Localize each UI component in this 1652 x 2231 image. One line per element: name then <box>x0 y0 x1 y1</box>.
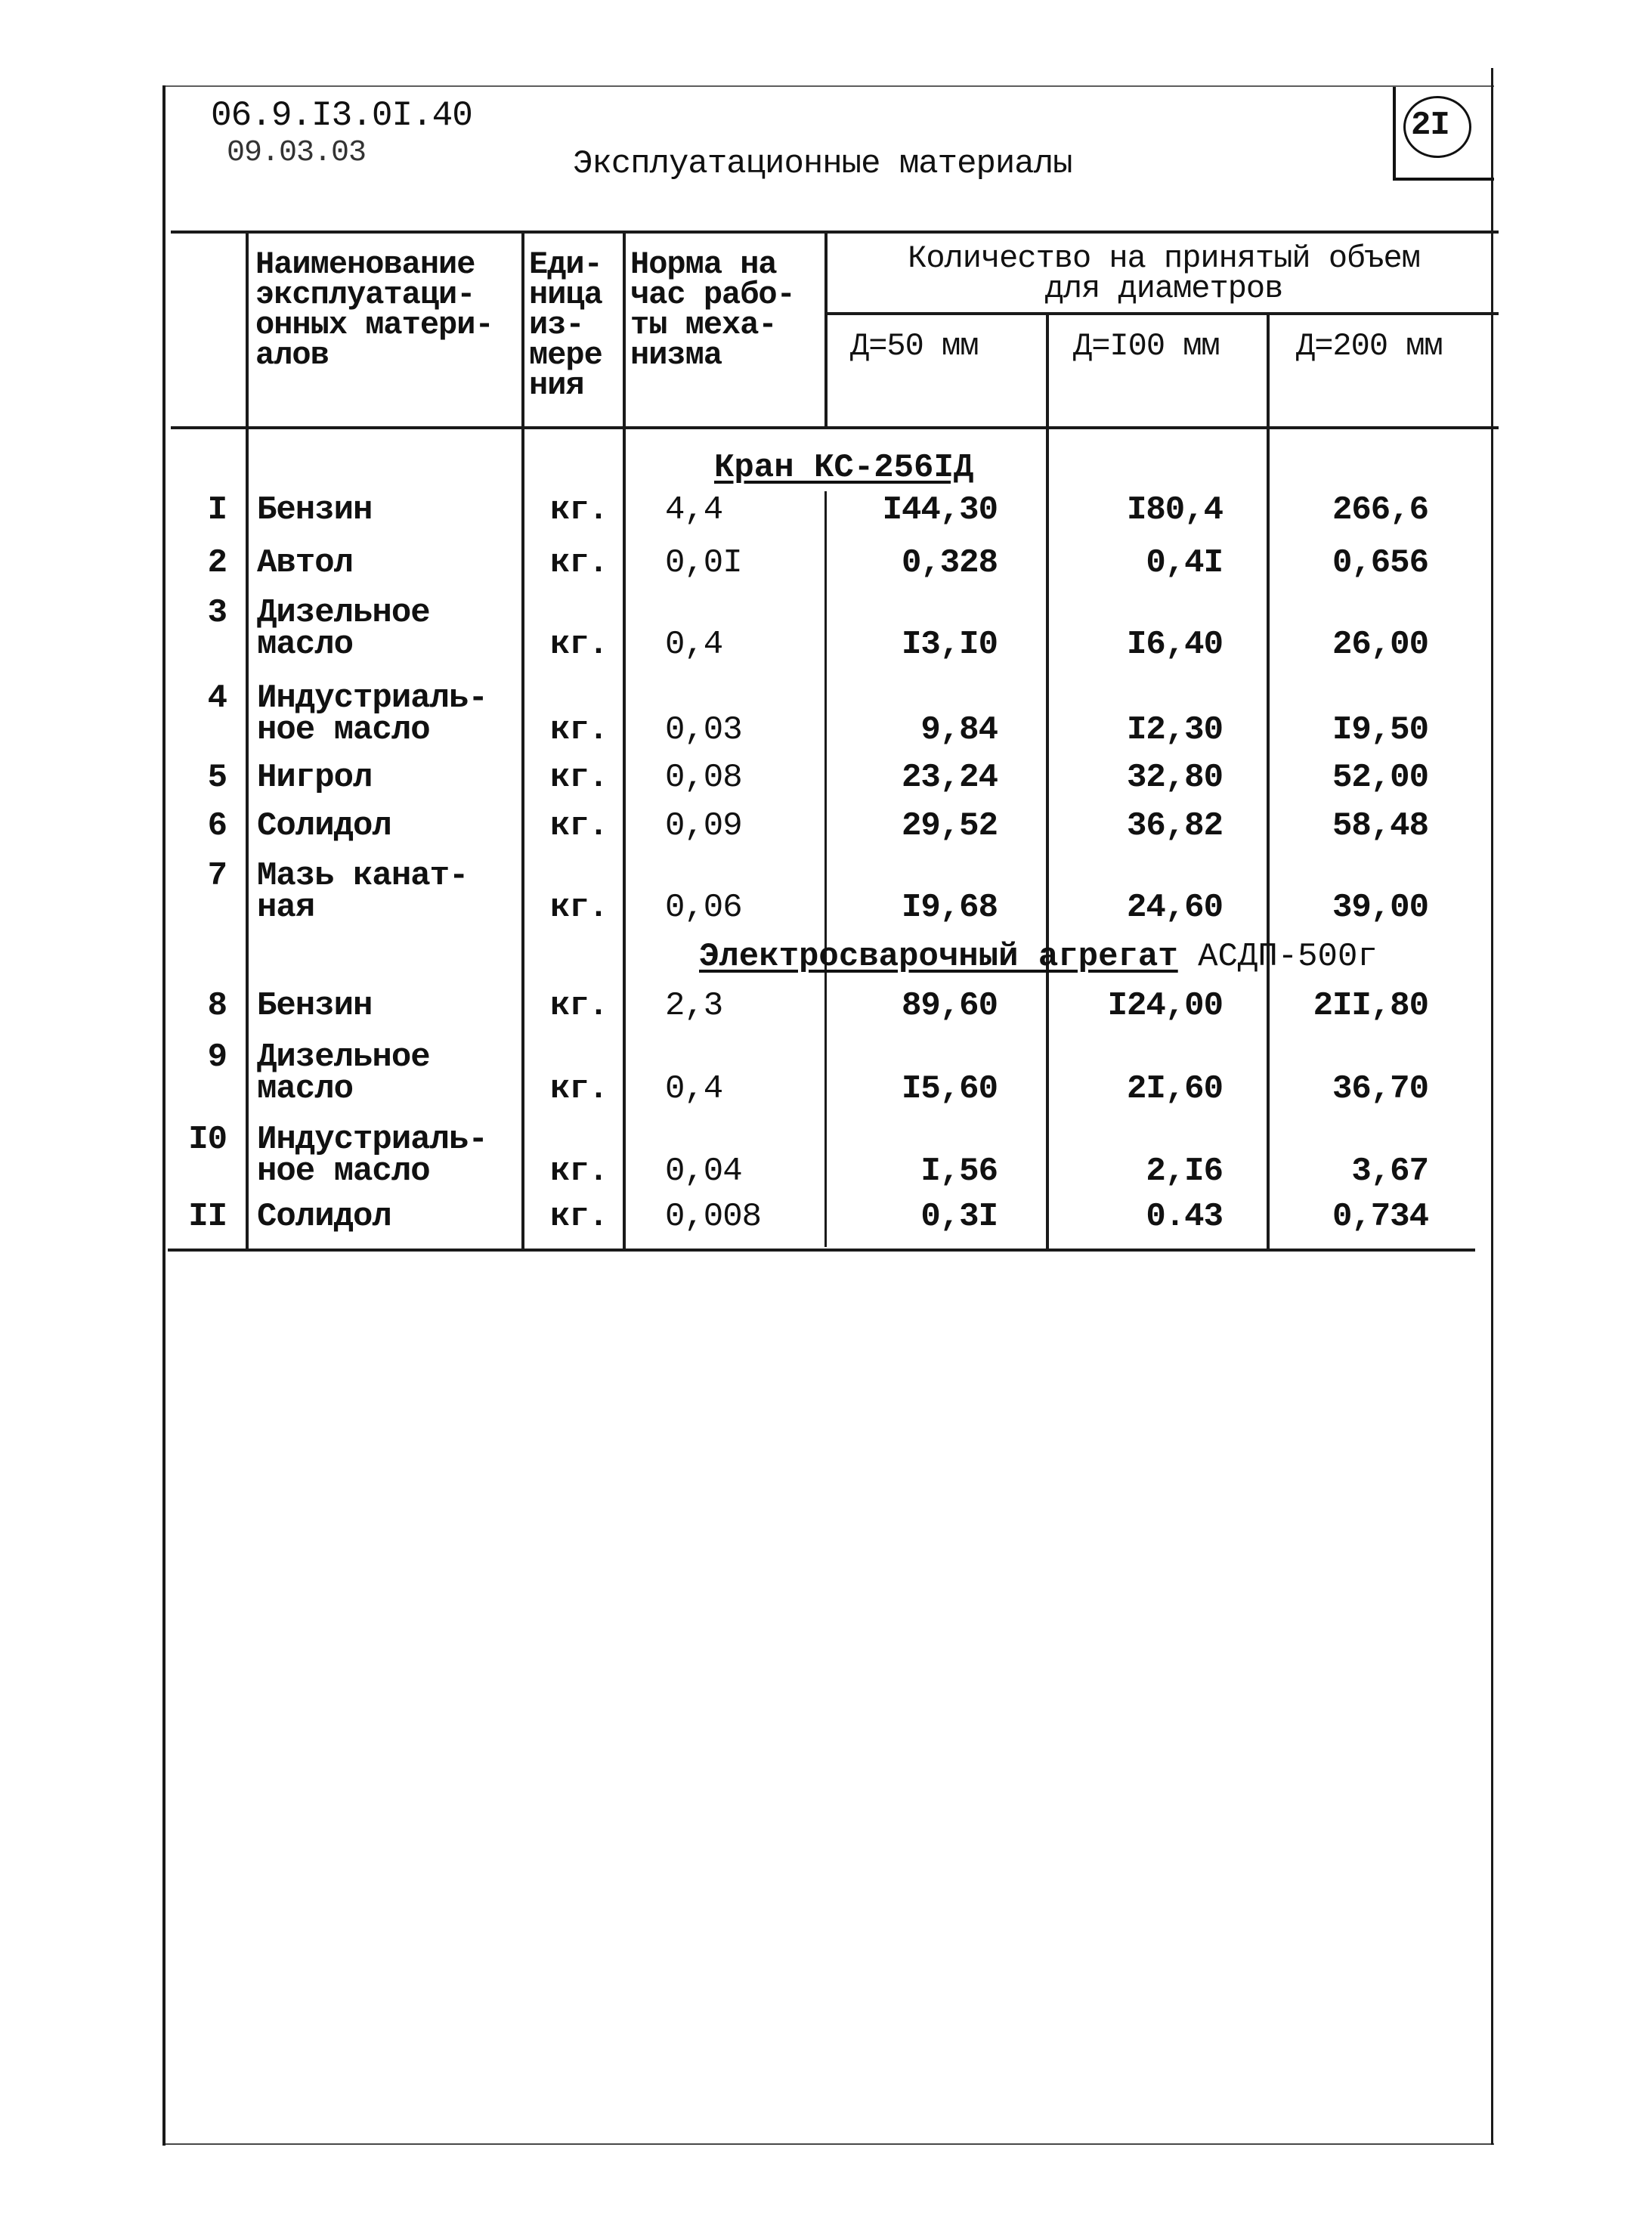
d200-cell: 0,656 <box>1332 544 1428 582</box>
frame-right <box>1491 68 1493 2145</box>
d100-cell: I6,40 <box>1126 626 1223 664</box>
material-name: Индустриаль- ное масло <box>257 679 487 749</box>
unit-cell: кг. <box>550 491 608 529</box>
norm-cell: 0,4 <box>665 1070 723 1108</box>
col-divider-d50 <box>824 232 828 429</box>
material-name: Дизельное масло <box>257 594 430 664</box>
row-number: 3 <box>207 594 227 632</box>
col-divider-d100 <box>1046 314 1049 1249</box>
col-divider-norm <box>623 232 626 1250</box>
material-name: Нигрол <box>257 759 373 797</box>
d50-cell: I,56 <box>920 1153 998 1190</box>
page-title: Эксплуатационные материалы <box>573 145 1072 183</box>
d100-cell: 2,I6 <box>1146 1153 1223 1190</box>
col-header-name: Наименование эксплуатаци- онных матери- алов <box>255 246 493 373</box>
d100-cell: 2I,60 <box>1126 1070 1223 1108</box>
table-bottom-line <box>168 1249 1475 1252</box>
d200-cell: 3,67 <box>1351 1153 1428 1190</box>
d50-cell: 89,60 <box>901 987 998 1025</box>
section-title-main: Кран КС-256IД <box>714 449 974 487</box>
d200-cell: 36,70 <box>1332 1070 1428 1108</box>
d100-cell: 0,4I <box>1146 544 1223 582</box>
unit-cell: кг. <box>550 544 608 582</box>
norm-cell: 0,4 <box>665 626 723 664</box>
section-title <box>714 449 973 487</box>
row-number: II <box>188 1198 227 1236</box>
material-name: Бензин <box>257 987 373 1025</box>
row-number: 8 <box>207 987 227 1025</box>
unit-cell: кг. <box>550 807 608 845</box>
d100-cell: 36,82 <box>1126 807 1223 845</box>
row-number: 7 <box>207 857 227 895</box>
d100-cell: 0.43 <box>1146 1198 1223 1236</box>
col-header-d200: Д=200 мм <box>1296 328 1443 364</box>
unit-cell: кг. <box>550 711 608 749</box>
header-bottom-line <box>171 426 1499 429</box>
page-number-box <box>1393 87 1494 181</box>
d200-cell: 266,6 <box>1332 491 1428 529</box>
unit-cell: кг. <box>550 759 608 797</box>
d50-cell: 9,84 <box>920 711 998 749</box>
row-number: 4 <box>207 679 227 717</box>
subheader-line <box>826 312 1499 315</box>
unit-cell: кг. <box>550 1153 608 1190</box>
row-number: 5 <box>207 759 227 797</box>
row-number: 6 <box>207 807 227 845</box>
section-title-main: Электросварочный агрегат <box>699 938 1178 976</box>
d200-cell: 2II,80 <box>1313 987 1428 1025</box>
material-name: Солидол <box>257 1198 391 1236</box>
row-number: I0 <box>188 1121 227 1159</box>
d100-cell: I80,4 <box>1126 491 1223 529</box>
material-name: Бензин <box>257 491 373 529</box>
section-title-suffix: АСДП-500г <box>1177 938 1378 976</box>
material-name: Автол <box>257 544 354 582</box>
row-number: 9 <box>207 1038 227 1076</box>
unit-cell: кг. <box>550 626 608 664</box>
d200-cell: 0,734 <box>1332 1198 1428 1236</box>
material-name: Индустриаль- ное масло <box>257 1121 487 1190</box>
d100-cell: 24,60 <box>1126 889 1223 927</box>
unit-cell: кг. <box>550 987 608 1025</box>
col-header-d50: Д=50 мм <box>850 328 979 364</box>
norm-cell: 0,0I <box>665 544 742 582</box>
section-title <box>699 938 1378 976</box>
d50-cell: 29,52 <box>901 807 998 845</box>
norm-cell: 0,04 <box>665 1153 742 1190</box>
frame-top <box>162 85 1494 87</box>
norm-cell: 0,008 <box>665 1198 762 1236</box>
col-divider-name <box>246 232 249 1250</box>
norm-cell: 0,06 <box>665 889 742 927</box>
norm-cell: 4,4 <box>665 491 723 529</box>
row-number: I <box>207 491 227 529</box>
d50-cell: 0,328 <box>901 544 998 582</box>
d100-cell: I24,00 <box>1107 987 1223 1025</box>
d50-cell: 23,24 <box>901 759 998 797</box>
norm-cell: 2,3 <box>665 987 723 1025</box>
frame-bottom <box>162 2143 1494 2145</box>
d50-cell: I44,30 <box>882 491 998 529</box>
material-name: Мазь канат- ная <box>257 857 469 927</box>
norm-cell: 0,08 <box>665 759 742 797</box>
d100-cell: 32,80 <box>1126 759 1223 797</box>
d200-cell: I9,50 <box>1332 711 1428 749</box>
document-code: 06.9.I3.0I.40 <box>211 96 472 135</box>
d50-cell: 0,3I <box>920 1198 998 1236</box>
col-divider-d50-body <box>824 491 827 1247</box>
frame-left <box>162 85 166 2146</box>
table-top-line <box>171 231 1499 234</box>
row-number: 2 <box>207 544 227 582</box>
unit-cell: кг. <box>550 1198 608 1236</box>
material-name: Дизельное масло <box>257 1038 430 1108</box>
col-header-norm: Норма на час рабо- ты меха- низма <box>630 246 795 373</box>
d50-cell: I5,60 <box>901 1070 998 1108</box>
col-divider-unit <box>521 232 524 1250</box>
col-header-quantity: Количество на принятый объем для диаметров <box>908 240 1420 307</box>
col-divider-d200 <box>1267 314 1270 1249</box>
norm-cell: 0,09 <box>665 807 742 845</box>
d200-cell: 58,48 <box>1332 807 1428 845</box>
material-name: Солидол <box>257 807 391 845</box>
d200-cell: 26,00 <box>1332 626 1428 664</box>
page-number: 2I <box>1411 107 1449 144</box>
d200-cell: 39,00 <box>1332 889 1428 927</box>
norm-cell: 0,03 <box>665 711 742 749</box>
unit-cell: кг. <box>550 889 608 927</box>
d50-cell: I9,68 <box>901 889 998 927</box>
d50-cell: I3,I0 <box>901 626 998 664</box>
d100-cell: I2,30 <box>1126 711 1223 749</box>
d200-cell: 52,00 <box>1332 759 1428 797</box>
col-header-d100: Д=I00 мм <box>1073 328 1220 364</box>
col-header-unit: Еди- ница из- мере ния <box>529 246 602 404</box>
unit-cell: кг. <box>550 1070 608 1108</box>
document-date: 09.03.03 <box>227 136 367 170</box>
